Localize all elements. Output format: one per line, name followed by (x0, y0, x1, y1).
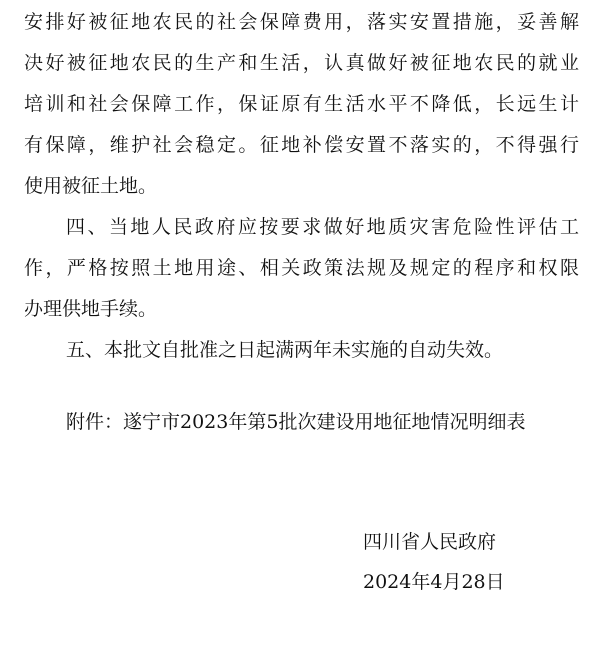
issue-date: 2024年4月28日 (363, 571, 505, 593)
body-text-line: 作，严格按照土地用途、相关政策法规及规定的程序和权限 (24, 257, 579, 279)
body-text-line: 培训和社会保障工作，保证原有生活水平不降低，长远生计 (24, 93, 579, 115)
body-text-line: 四、当地人民政府应按要求做好地质灾害危险性评估工 (66, 216, 579, 238)
body-text-line: 五、本批文自批准之日起满两年未实施的自动失效。 (66, 339, 504, 361)
body-text-line: 使用被征土地。 (24, 175, 158, 197)
body-text-line: 有保障，维护社会稳定。征地补偿安置不落实的，不得强行 (24, 134, 579, 156)
attachment-note: 附件：遂宁市2023年第5批次建设用地征地情况明细表 (66, 411, 526, 433)
body-text-line: 办理供地手续。 (24, 298, 158, 320)
body-text-line: 决好被征地农民的生产和生活，认真做好被征地农民的就业 (24, 52, 579, 74)
issuing-authority: 四川省人民政府 (363, 531, 497, 553)
body-text-line: 安排好被征地农民的社会保障费用，落实安置措施，妥善解 (24, 11, 579, 33)
